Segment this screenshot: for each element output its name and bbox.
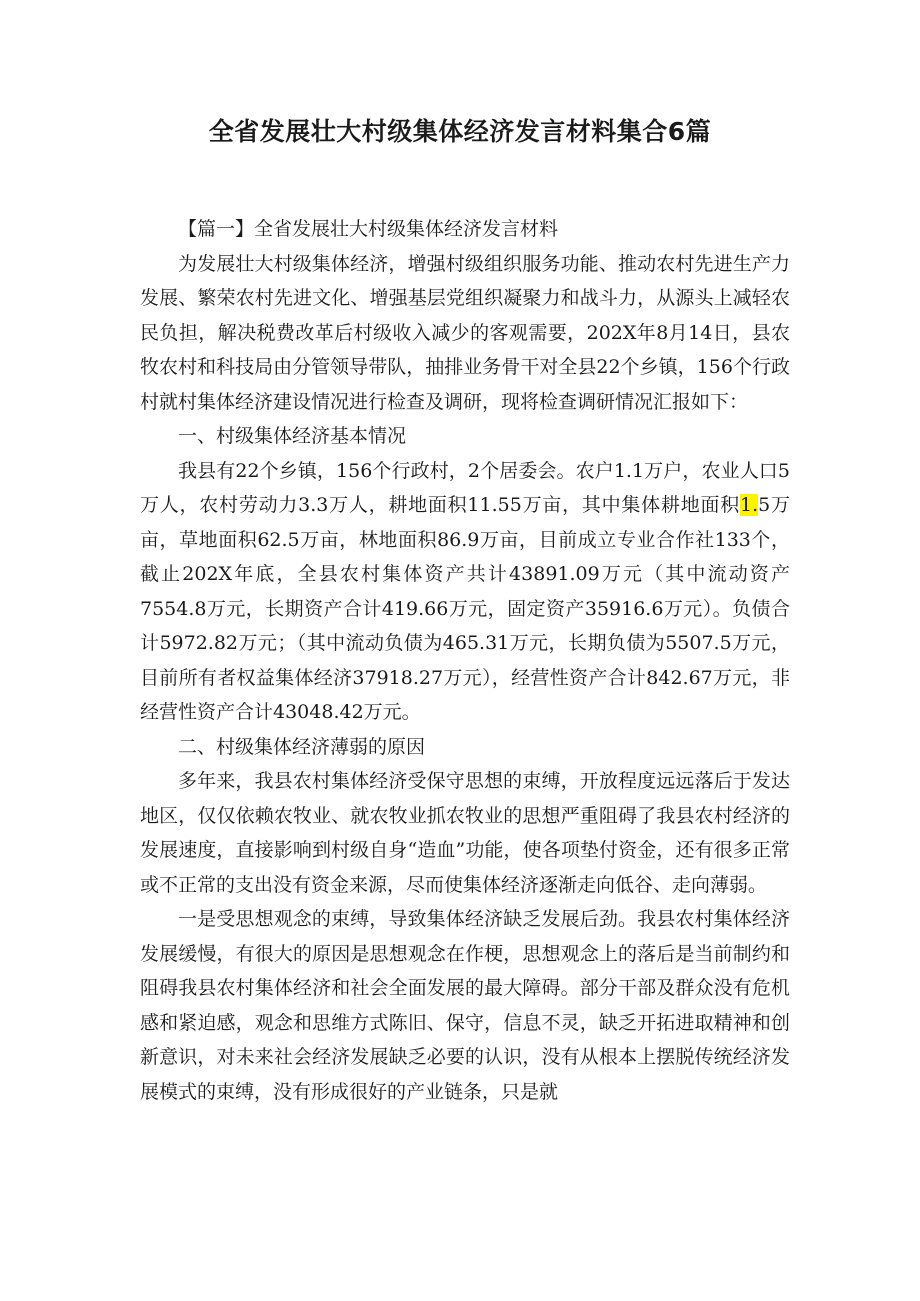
section-heading-1: 一、村级集体经济基本情况: [178, 425, 407, 447]
intro-paragraph: 为发展壮大村级集体经济，增强村级组织服务功能、推动农村先进生产力发展、繁荣农村先进文化、增强基层党组织凝聚力和战斗力，从源头上减轻农民负担，解决税费改革后村级收入减少的客观需要，202X年8月14日，县农牧农村和科技局由分管领导带队，抽排业务骨干对全县22个乡镇，156个行政村就村集体经济建设情况进行检查及调研，现将检查调研情况汇报如下：: [140, 252, 790, 413]
document-body: [140, 212, 790, 1109]
section2-paragraph-2: 一是受思想观念的束缚，导致集体经济缺乏发展后劲。我县农村集体经济发展缓慢，有很大的原因是思想观念在作梗，思想观念上的落后是当前制约和阻碍我县农村集体经济和社会全面发展的最大障碍。部分干部及群众没有危机感和紧迫感，观念和思维方式陈旧、保守，信息不灵，缺乏开拓进取精神和创新意识，对未来社会经济发展缺乏必要的认识，没有从根本上摆脱传统经济发展模式的束缚，没有形成很好的产业链条，只是就: [140, 908, 790, 1103]
highlighted-text: 1.: [740, 494, 759, 516]
section1-text-after: 5万亩，草地面积62.5万亩，林地面积86.9万亩，目前成立专业合作社133个，截止202X年底，全县农村集体资产共计43891.09万元（其中流动资产7554.8万元，长期资产合计419.66万元，固定资产35916.6万元）。负债合计5972.82万元；（其中流动负债为465.31万元，长期负债为5507.5万元，目前所有者权益集体经济37918.27万元），经营性资产合计842.67万元，非经营性资产合计43048.42万元。: [140, 494, 790, 723]
section1-paragraph: [140, 454, 790, 730]
section-heading-2: 二、村级集体经济薄弱的原因: [178, 735, 426, 758]
section2-paragraph-1: 多年来，我县农村集体经济受保守思想的束缚，开放程度远远落后于发达地区，仅仅依赖农牧业、就农牧业抓农牧业的思想严重阻碍了我县农村经济的发展速度，直接影响到村级自身“造血”功能，使各项垫付资金，还有很多正常或不正常的支出没有资金来源，尽而使集体经济逐渐走向低谷、走向薄弱。: [140, 770, 790, 896]
article-heading: 【篇一】全省发展壮大村级集体经济发言材料: [178, 218, 559, 240]
document-title: 全省发展壮大村级集体经济发言材料集合6篇: [208, 117, 712, 146]
section1-text-before: 我县有22个乡镇，156个行政村，2个居委会。农户1.1万户，农业人口5万人，农村劳动力3.3万人，耕地面积11.55万亩，其中集体耕地面积: [140, 459, 790, 516]
